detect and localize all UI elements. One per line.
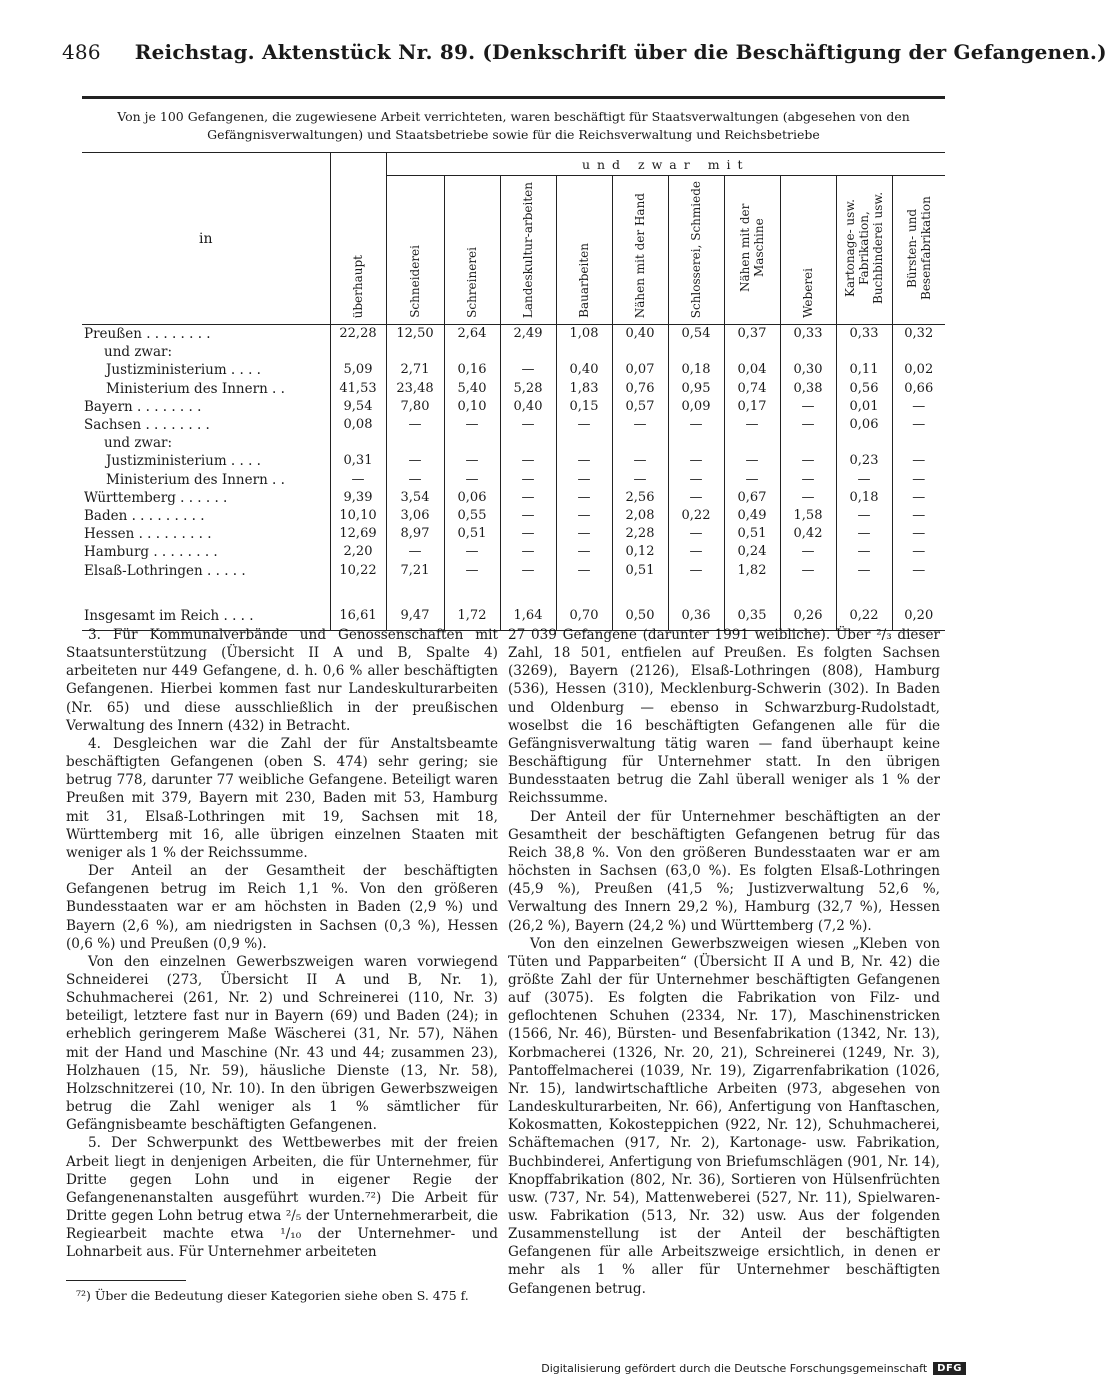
table-cell: 0,37 [724, 325, 780, 344]
paragraph: Der Anteil an der Gesamtheit der beschäftigten Gefangenen betrug im Reich 1,1 %. Von den größeren Bundesstaaten war er am höchsten in Baden (2,9 %) und Bayern (2,6 %), am niedrigsten in Sachsen (0,3 %), Hessen (0,6 %) und Preußen (0,9 %). [66, 863, 498, 952]
table-cell: 0,38 [780, 380, 836, 398]
table-spacer [82, 580, 945, 598]
table-cell: 2,64 [444, 325, 500, 344]
table-cell [724, 343, 780, 361]
table-cell: — [892, 416, 945, 434]
table-cell: 0,51 [724, 525, 780, 543]
paragraph: 27 039 Gefangene (darunter 1991 weibliche). Über ²/₃ dieser Zahl, 18 501, entfielen auf Preußen. Es folgten Sachsen (3269), Bayern (2126), Elsaß-Lothringen (808), Hamburg (536), Hessen (310), Mecklenburg-Schwerin (302). In Baden und Oldenburg — ebenso in Schwarzburg-Rudolstadt, woselbst die 16 beschäftigten Gefangenen alle für die Gefängnisverwaltung tätig waren — fand überhaupt keine Beschäftigung für Unternehmer statt. In den übrigen Bundesstaaten betrug die Zahl überall weniger als 1 % der Reichssumme. [508, 627, 940, 807]
paragraph: Von den einzelnen Gewerbszweigen wiesen „Kleben von Tüten und Papparbeiten“ (Übersicht II A und B, Nr. 42) die größte Zahl der für Unternehmer beschäftigten Gefangenen auf (3075). Es folgten die Fabrikation von Filz- und geflochtenen Schuhen (2334, Nr. 17), Maschinenstricken (1566, Nr. 46), Bürsten- und Besenfabrikation (1342, Nr. 13), Korbmacherei (1326, Nr. 20, 21), Schreinerei (1249, Nr. 3), Pantoffelmacherei (1039, Nr. 19), Zigarrenfabrikation (1026, Nr. 15), landwirtschaftliche Arbeiten (973, abgesehen von Landeskulturarbeiten, Nr. 66), Anfertigung von Hanftaschen, Kokosmatten, Kokosteppichen (922, Nr. 12), Schuhmacherei, Schäftemachen (917, Nr. 2), Kartonage- usw. Fabrikation, Buchbinderei, Anfertigung von Briefumschlägen (901, Nr. 14), Knopffabrikation (802, Nr. 36), Sortieren von Hülsenfrüchten usw. (737, Nr. 54), Mattenweberei (527, Nr. 11), Spielwaren- usw. Fabrikation (513, Nr. 32) usw. Aus der folgenden Zusammenstellung ist der Anteil der beschäftigten Gefangenen für alle Arbeitszweige ersichtlich, in denen er mehr als 1 % aller für Unternehmer beschäftigten Gefangenen betrug. [508, 935, 940, 1297]
table-cell: — [892, 543, 945, 561]
table-cell: 0,32 [892, 325, 945, 344]
table-cell [836, 434, 892, 452]
table-cell: 0,09 [668, 398, 724, 416]
footer-text: Digitalisierung gefördert durch die Deutsche Forschungsgemeinschaft [541, 1362, 928, 1375]
column-header: Bürsten- und Besenfabrikation [892, 176, 945, 325]
table-cell: 0,33 [780, 325, 836, 344]
table-cell [892, 434, 945, 452]
column-group-header: und zwar mit [386, 153, 945, 176]
table-cell: — [386, 471, 444, 489]
table-cell: 12,69 [330, 525, 386, 543]
table-cell: 0,42 [780, 525, 836, 543]
table-cell: — [780, 416, 836, 434]
table-cell: — [500, 525, 556, 543]
table-cell [612, 343, 668, 361]
table-cell [556, 434, 612, 452]
table-cell: 23,48 [386, 380, 444, 398]
table-cell: 1,08 [556, 325, 612, 344]
row-label: und zwar: [82, 343, 330, 361]
table-cell: — [500, 361, 556, 379]
table-cell [330, 434, 386, 452]
table-row [82, 325, 945, 344]
table-cell: — [444, 561, 500, 579]
column-header: Bauarbeiten [556, 176, 612, 325]
column-header: überhaupt [330, 153, 386, 325]
table-cell: — [892, 471, 945, 489]
table-cell: — [668, 471, 724, 489]
table-cell: — [668, 416, 724, 434]
table-cell: 12,50 [386, 325, 444, 344]
table-cell: — [500, 507, 556, 525]
table-cell: 2,20 [330, 543, 386, 561]
table-cell: — [892, 452, 945, 470]
table-cell: — [668, 489, 724, 507]
table-cell: 0,18 [668, 361, 724, 379]
right-text-column [508, 626, 940, 1298]
table-cell [500, 343, 556, 361]
table-cell: — [780, 452, 836, 470]
table-cell: — [386, 452, 444, 470]
table-cell: — [780, 543, 836, 561]
table-cell: — [780, 398, 836, 416]
column-header: Landeskultur-arbeiten [500, 176, 556, 325]
table-cell: — [612, 416, 668, 434]
table-row [82, 507, 945, 525]
table-cell: — [836, 543, 892, 561]
page-title: Reichstag. Aktenstück Nr. 89. (Denkschrift über die Beschäftigung der Gefangenen.) [134, 40, 1107, 64]
row-label: Hamburg . . . . . . . . [82, 543, 330, 561]
table-cell: 5,09 [330, 361, 386, 379]
table-corner-label: in [82, 153, 330, 325]
table-cell: — [780, 561, 836, 579]
table-cell: 1,82 [724, 561, 780, 579]
table-cell: — [500, 489, 556, 507]
row-label: Ministerium des Innern . . [82, 380, 330, 398]
table-cell: 2,28 [612, 525, 668, 543]
paragraph: 4. Desgleichen war die Zahl der für Anstaltsbeamte beschäftigten Gefangenen (oben S. 474) sehr gering; sie betrug 778, darunter 77 weibliche Gefangene. Beteiligt waren Preußen mit 379, Bayern mit 230, Baden mit 53, Hamburg mit 31, Elsaß-Lothringen mit 19, Sachsen mit 18, Württemberg mit 16, alle übrigen einzelnen Staaten mit weniger als 1 % der Reichssumme. [66, 735, 498, 861]
table-cell: 0,50 [612, 598, 668, 631]
table-cell: — [444, 471, 500, 489]
table-cell: 0,17 [724, 398, 780, 416]
row-label: Ministerium des Innern . . [82, 471, 330, 489]
table-cell: 0,07 [612, 361, 668, 379]
table-cell: — [556, 471, 612, 489]
table-cell: — [892, 525, 945, 543]
table-row [82, 434, 945, 452]
table-row [82, 416, 945, 434]
table-cell: 0,01 [836, 398, 892, 416]
table-cell [612, 434, 668, 452]
table-cell: 0,06 [444, 489, 500, 507]
table-cell: 9,39 [330, 489, 386, 507]
table-cell: 0,70 [556, 598, 612, 631]
table-cell: — [892, 398, 945, 416]
table-cell [444, 434, 500, 452]
table-row [82, 452, 945, 470]
table-cell: 0,22 [668, 507, 724, 525]
row-label: Hessen . . . . . . . . . [82, 525, 330, 543]
table-cell: 0,66 [892, 380, 945, 398]
table-cell: — [444, 416, 500, 434]
row-label: Bayern . . . . . . . . [82, 398, 330, 416]
table-cell: 0,76 [612, 380, 668, 398]
table-cell: 0,22 [836, 598, 892, 631]
table-cell: 0,02 [892, 361, 945, 379]
table-cell: — [668, 525, 724, 543]
table-cell: — [556, 561, 612, 579]
running-header [62, 40, 1107, 74]
table-cell: — [668, 452, 724, 470]
table-cell: 8,97 [386, 525, 444, 543]
table-cell: — [668, 561, 724, 579]
table-cell: 0,20 [892, 598, 945, 631]
table-cell: — [836, 507, 892, 525]
table-cell: — [612, 452, 668, 470]
table-cell: — [556, 452, 612, 470]
statistics-table [82, 152, 945, 631]
row-label: Justizministerium . . . . [82, 452, 330, 470]
table-cell: 9,47 [386, 598, 444, 631]
table-cell: 2,71 [386, 361, 444, 379]
table-cell: 2,08 [612, 507, 668, 525]
table-cell: — [386, 416, 444, 434]
table-cell: 0,18 [836, 489, 892, 507]
table-cell [836, 343, 892, 361]
table-cell: — [836, 561, 892, 579]
page-number: 486 [62, 40, 101, 64]
dfg-logo-icon: DFG [933, 1362, 966, 1375]
table-cell: — [612, 471, 668, 489]
table-top-rule [82, 96, 945, 99]
row-label: Elsaß-Lothringen . . . . . [82, 561, 330, 579]
table-cell: 3,54 [386, 489, 444, 507]
table-cell [668, 434, 724, 452]
column-header: Kartonage- usw. Fabrikation, Buchbinderei usw. [836, 176, 892, 325]
table-cell: — [892, 561, 945, 579]
column-header: Weberei [780, 176, 836, 325]
table-cell: 0,08 [330, 416, 386, 434]
table-cell: — [556, 543, 612, 561]
table-cell: 0,67 [724, 489, 780, 507]
table-cell: — [724, 416, 780, 434]
table-cell: — [500, 452, 556, 470]
table-cell: 0,30 [780, 361, 836, 379]
table-cell [724, 434, 780, 452]
table-cell: 0,57 [612, 398, 668, 416]
row-label: Insgesamt im Reich . . . . [82, 598, 330, 631]
table-cell: 0,74 [724, 380, 780, 398]
table-cell: 1,72 [444, 598, 500, 631]
table-row [82, 561, 945, 579]
table-cell: 1,58 [780, 507, 836, 525]
table-cell: 0,24 [724, 543, 780, 561]
table-cell: 0,31 [330, 452, 386, 470]
table-cell: 10,22 [330, 561, 386, 579]
row-label: Justizministerium . . . . [82, 361, 330, 379]
table-cell: 0,40 [500, 398, 556, 416]
table-cell: 9,54 [330, 398, 386, 416]
table-cell [668, 343, 724, 361]
table-cell: 0,36 [668, 598, 724, 631]
table-cell: 0,10 [444, 398, 500, 416]
table-cell: — [836, 471, 892, 489]
table-row [82, 525, 945, 543]
table-cell: — [836, 525, 892, 543]
table-cell: — [330, 471, 386, 489]
table-cell: 0,33 [836, 325, 892, 344]
table-cell [386, 343, 444, 361]
table-cell: 0,51 [444, 525, 500, 543]
column-header: Schneiderei [386, 176, 444, 325]
table-cell: 0,11 [836, 361, 892, 379]
table-cell: — [556, 416, 612, 434]
row-label: Preußen . . . . . . . . [82, 325, 330, 344]
table-cell [556, 343, 612, 361]
row-label: Sachsen . . . . . . . . [82, 416, 330, 434]
table-cell: 2,56 [612, 489, 668, 507]
table-cell: 0,54 [668, 325, 724, 344]
table-cell: — [556, 489, 612, 507]
table-cell: 0,23 [836, 452, 892, 470]
table-cell: 0,95 [668, 380, 724, 398]
footnote-rule [66, 1280, 186, 1281]
column-header: Nähen mit der Maschine [724, 176, 780, 325]
table-cell: — [500, 543, 556, 561]
table-cell: 10,10 [330, 507, 386, 525]
paragraph: Von den einzelnen Gewerbszweigen waren vorwiegend Schneiderei (273, Übersicht II A und B, Nr. 1), Schuhmacherei (261, Nr. 2) und Schreinerei (110, Nr. 3) beteiligt, letztere fast nur in Bayern (69) und Baden (24); in erheblich geringerem Maße Wäscherei (31, Nr. 57), Nähen mit der Hand und Maschine (Nr. 43 und 44; zusammen 23), Holzhauen (15, Nr. 59), häusliche Dienste (13, Nr. 58), Holzschnitzerei (10, Nr. 10). In den übrigen Gewerbszweigen betrug die Zahl weniger als 1 % sämtlicher für Gefängnisbeamte beschäftigten Gefangenen. [66, 953, 498, 1134]
table-cell: — [444, 543, 500, 561]
table-cell: — [556, 507, 612, 525]
table-row [82, 489, 945, 507]
table-row [82, 543, 945, 561]
table-row [82, 380, 945, 398]
table-cell [444, 343, 500, 361]
table-cell: — [892, 507, 945, 525]
table-cell [386, 434, 444, 452]
table-cell: — [892, 489, 945, 507]
table-cell: 0,56 [836, 380, 892, 398]
table-cell: 0,55 [444, 507, 500, 525]
table-cell: — [724, 452, 780, 470]
paragraph: 5. Der Schwerpunkt des Wettbewerbes mit der freien Arbeit liegt in denjenigen Arbeiten, die für Unternehmer, für Dritte gegen Lohn und in eigener Regie der Gefangenenanstalten ausgeführt wurden.⁷²) Die Arbeit für Dritte gegen Lohn betrug etwa ²/₅ der Unternehmerarbeit, die Regiearbeit machte etwa ¹/₁₀ der Unternehmer- und Lohnarbeit aus. Für Unternehmer arbeiteten [66, 1135, 498, 1261]
left-text-column [66, 626, 498, 1261]
table-cell: 7,80 [386, 398, 444, 416]
table-cell: 0,49 [724, 507, 780, 525]
table-cell [330, 343, 386, 361]
row-label: Baden . . . . . . . . . [82, 507, 330, 525]
table-cell: 0,26 [780, 598, 836, 631]
table-cell: 7,21 [386, 561, 444, 579]
table-cell: 0,04 [724, 361, 780, 379]
table-cell: 1,83 [556, 380, 612, 398]
table-cell: 16,61 [330, 598, 386, 631]
row-label: Württemberg . . . . . . [82, 489, 330, 507]
table-row [82, 471, 945, 489]
table-cell: — [780, 471, 836, 489]
table-caption: Von je 100 Gefangenen, die zugewiesene Arbeit verrichteten, waren beschäftigt für Staatsverwaltungen (abgesehen von den Gefängnisverwaltungen) und Staatsbetriebe sowie für die Reichsverwaltung und Reichsbetriebe [117, 109, 910, 142]
column-header: Nähen mit der Hand [612, 176, 668, 325]
table-cell: — [724, 471, 780, 489]
table-row [82, 398, 945, 416]
table-cell [780, 343, 836, 361]
table-cell: 0,35 [724, 598, 780, 631]
column-header: Schlosserei, Schmiede [668, 176, 724, 325]
row-label: und zwar: [82, 434, 330, 452]
table-cell: — [500, 416, 556, 434]
table-cell: — [500, 471, 556, 489]
table-cell: 0,15 [556, 398, 612, 416]
digitization-footer [541, 1362, 966, 1375]
column-header: Schreinerei [444, 176, 500, 325]
table-cell: 0,16 [444, 361, 500, 379]
footnote: ⁷²) Über die Bedeutung dieser Kategorien siehe oben S. 475 f. [76, 1288, 469, 1303]
table-cell: 0,06 [836, 416, 892, 434]
table-cell: 2,49 [500, 325, 556, 344]
table-cell: 5,28 [500, 380, 556, 398]
table-cell: 0,12 [612, 543, 668, 561]
table-cell: 5,40 [444, 380, 500, 398]
table-cell: 0,40 [556, 361, 612, 379]
table-cell [500, 434, 556, 452]
table-cell: — [386, 543, 444, 561]
table-cell: — [668, 543, 724, 561]
table-cell: 0,51 [612, 561, 668, 579]
paragraph: Der Anteil der für Unternehmer beschäftigten an der Gesamtheit der beschäftigten Gefangenen betrug für das Reich 38,8 %. Von den größeren Bundesstaaten war er am höchsten in Sachsen (63,0 %). Es folgten Elsaß-Lothringen (45,9 %), Preußen (41,5 %; Justizverwaltung 52,6 %, Verwaltung des Innern 29,2 %), Hamburg (32,7 %), Hessen (26,2 %), Bayern (24,2 %) und Württemberg (7,2 %). [508, 808, 940, 934]
table-cell: — [500, 561, 556, 579]
table-cell [780, 434, 836, 452]
table-row [82, 343, 945, 361]
table-row [82, 361, 945, 379]
table-cell: — [556, 525, 612, 543]
table-cell: 41,53 [330, 380, 386, 398]
table-cell: 0,40 [612, 325, 668, 344]
table-cell: — [444, 452, 500, 470]
table-cell [892, 343, 945, 361]
table-cell: 1,64 [500, 598, 556, 631]
table-cell: — [780, 489, 836, 507]
paragraph: 3. Für Kommunalverbände und Genossenschaften mit Staatsunterstützung (Übersicht II A und B, Spalte 4) arbeiteten nur 449 Gefangene, d. h. 0,6 % aller beschäftigten Gefangenen. Hierbei kommen fast nur Landeskulturarbeiten (Nr. 65) und diese ausschließlich in der preußischen Verwaltung des Innern (432) in Betracht. [66, 627, 498, 734]
table-cell: 3,06 [386, 507, 444, 525]
table-cell: 22,28 [330, 325, 386, 344]
